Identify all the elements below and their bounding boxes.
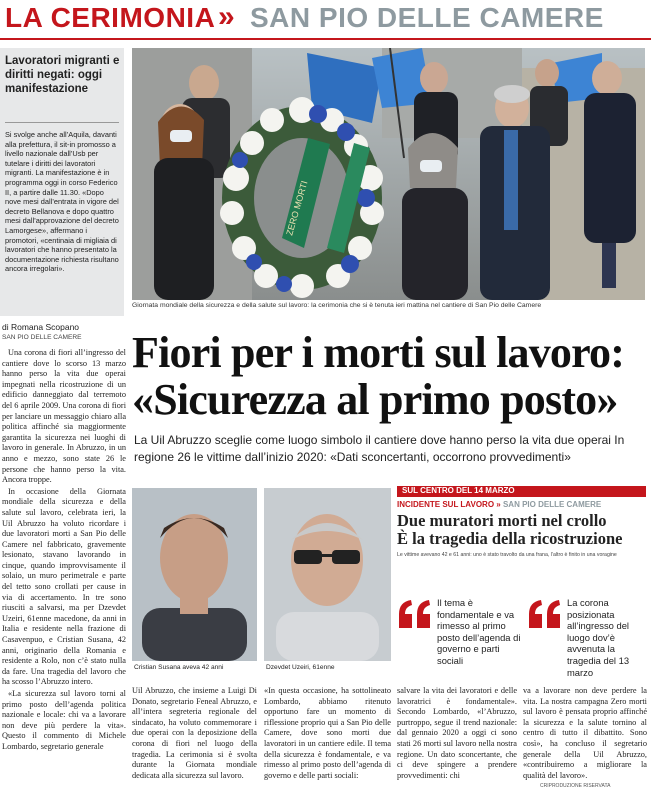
ceremony-photo — [132, 48, 645, 300]
byline-location: SAN PIO DELLE CAMERE — [2, 334, 82, 341]
box-header — [397, 486, 646, 497]
article-column-4 — [397, 686, 517, 781]
section-label: LA CERIMONIA — [5, 2, 216, 33]
ribbon-text: ZERO MORTI — [284, 179, 310, 237]
portrait-cristian-susana — [132, 488, 257, 661]
portrait-caption-right: Dzevdet Uzeiri, 61enne — [266, 664, 335, 671]
sidebar-title: Lavoratori migranti e diritti negati: oggi manifestazione — [5, 55, 120, 95]
quote-icon — [397, 598, 433, 634]
paragraph: salvare la vita dei lavoratori e delle lavoratrici è fondamentale». Secondo Lombardo, «l’Abruzzo, purtroppo, segue il trend nazionale: dal gennaio 2020 a oggi ci sono stati 26 morti sul lavoro nella nostra regione. Un dato sconcertante, che ci deve spingere a prendere provvedimenti: chi — [397, 686, 517, 780]
article-column-3 — [264, 686, 391, 781]
headline-subtitle: La Uil Abruzzo sceglie come luogo simbolo il cantiere dove hanno perso la vita due operai In regione 26 le vittime dall’inizio 2020: «Dati sconcertanti, occorrono provvedimenti» — [134, 433, 625, 464]
quote-icon — [527, 598, 563, 634]
paragraph: «In questa occasione, ha sottolineato Lombardo, abbiamo ritenuto opportuno fare un momento di riflessione proprio qui a San Pio delle Camere, dove sono morti due lavoratori in un cantiere edile. Il tema della sicurezza è fondamentale, e va rimesso al primo posto dell’agenda di governo e delle parti sociali: — [264, 686, 391, 780]
box-kicker — [397, 500, 647, 509]
box-header-label: SUL CENTRO DEL 14 MARZO — [402, 486, 515, 495]
copyright-note: CRIPRODUZIONE RISERVATA — [540, 783, 611, 789]
box-strapline: Le vittime avevano 42 e 61 anni: uno è stato travolto da una frana, l’altro è finito in una voragine — [397, 552, 617, 558]
section-header — [0, 0, 651, 40]
box-kicker-separator: » — [496, 500, 501, 509]
portrait-illustration — [264, 488, 391, 661]
box-kicker-grey: SAN PIO DELLE CAMERE — [502, 500, 602, 509]
paragraph: Uil Abruzzo, che insieme a Luigi Di Donato, segretario Feneal Abruzzo, e all’intera segreteria regionale del sindacato, ha voluto commemorare i due operai con la deposizione della corona di fiori nel luogo della tragedia. La cerimonia si è svolta durante la Giornata mondiale dedicata alla sicurezza sul lavoro. — [132, 686, 257, 780]
section-separator: » — [218, 0, 235, 33]
section-location: SAN PIO DELLE CAMERE — [250, 2, 604, 33]
box-title-line-2: È la tragedia della ricostruzione — [397, 529, 623, 548]
author-name: di Romana Scopano — [2, 322, 80, 332]
header-rule — [0, 38, 651, 40]
pull-quote-2: La corona posizionata all’ingresso del luogo dov’è avvenuta la tragedia del 13 marzo — [567, 597, 630, 678]
article-column-5 — [523, 686, 647, 781]
box-title-line-1: Due muratori morti nel crollo — [397, 511, 607, 530]
photo-caption: Giornata mondiale della sicurezza e della salute sul lavoro: la cerimonia che si è tenuta ieri mattina nel cantiere di San Pio delle Camere — [132, 302, 542, 309]
paragraph: va a lavorare non deve perdere la vita. La nostra campagna Zero morti sul lavoro è pensata proprio affinché la sicurezza e la salute tornino al centro di tutto il dibattito. Sono così», ha concluso il segretario generale della Uil Abruzzo, «contribuiremo a migliorare la qualità del lavoro». — [523, 686, 647, 780]
sidebar-divider — [5, 122, 119, 123]
article-column-2 — [132, 686, 257, 781]
portrait-caption-left: Cristian Susana aveva 42 anni — [134, 664, 224, 671]
byline — [2, 322, 126, 341]
paragraph: Una corona di fiori all’ingresso del cantiere dove lo scorso 13 marzo hanno perso la vita due operai impegnati nella ricostruzione di un edificio danneggiato dal terremoto del 6 aprile 2009. Una corona di fiori per lanciare un messaggio chiaro alla politica affinché sia maggiormente garantita la sicurezza nei luoghi di lavoro in generale. In Abruzzo, in un anno e mezzo, sono state 26 le persone che hanno perso la vita. Ancora troppe. — [2, 348, 126, 485]
sidebar-text: Si svolge anche all’Aquila, davanti alla prefettura, il sit-in promosso a livello nazionale dall’Usb per tutelare i diritti dei lavoratori migranti. La manifestazione è in programma oggi in corso Federico II, a partire dalle 11.30. «Dopo nove mesi dall’entrata in vigore del decreto Bellanova e dopo quattro mesi dall’approvazione del decreto Lamorgese», affermano i promotori, «centinaia di migliaia di lavoratori che hanno presentato la documentazione richiesta risultano ancora irregolari». — [5, 130, 119, 274]
paragraph: In occasione della Giornata mondiale della sicurezza e della salute sul lavoro, celebrata ieri, la Uil Abruzzo ha voluto ricordare i due lavoratori morti a San Pio delle Camere nel fabbricato, gravemente lesionato, stavano lavorando in cinque, quando improvvisamente il solaio, un muro perimetrale e parte del tetto sono crollati per cause in via di accertamento. In tre sono riusciti a salvarsi, ma per Dzevdet Uzeiri, 61enne macedone, da anni in Italia e residente nella frazione di Casavenpuo, e Cristian Susana, 42 anni, originario della Romania e residente a Rolo, non c’è stato nulla da fare. Una tragedia del lavoro che ha scosso l’Abruzzo intero. — [2, 486, 126, 687]
box-title — [397, 512, 647, 548]
portrait-illustration — [132, 488, 257, 661]
headline-line-1: Fiori per i morti sul lavoro: — [132, 328, 625, 377]
ceremony-photo-illustration — [132, 48, 645, 300]
portrait-dzevdet-uzeiri — [264, 488, 391, 661]
paragraph: «La sicurezza sul lavoro torni al primo posto dell’agenda politica nazionale e locale: chi va a lavorare non deve più perdere la vita». Questo il commento di Michele Lombardo, segretario generale — [2, 689, 126, 751]
left-column-text — [2, 348, 126, 754]
headline-line-2: «Sicurezza al primo posto» — [132, 375, 618, 424]
box-kicker-red: INCIDENTE SUL LAVORO — [397, 500, 495, 509]
pull-quote-1: Il tema è fondamentale e va rimesso al primo posto dell’agenda di governo e parti sociali — [437, 597, 521, 666]
sidebar-box — [0, 48, 124, 316]
